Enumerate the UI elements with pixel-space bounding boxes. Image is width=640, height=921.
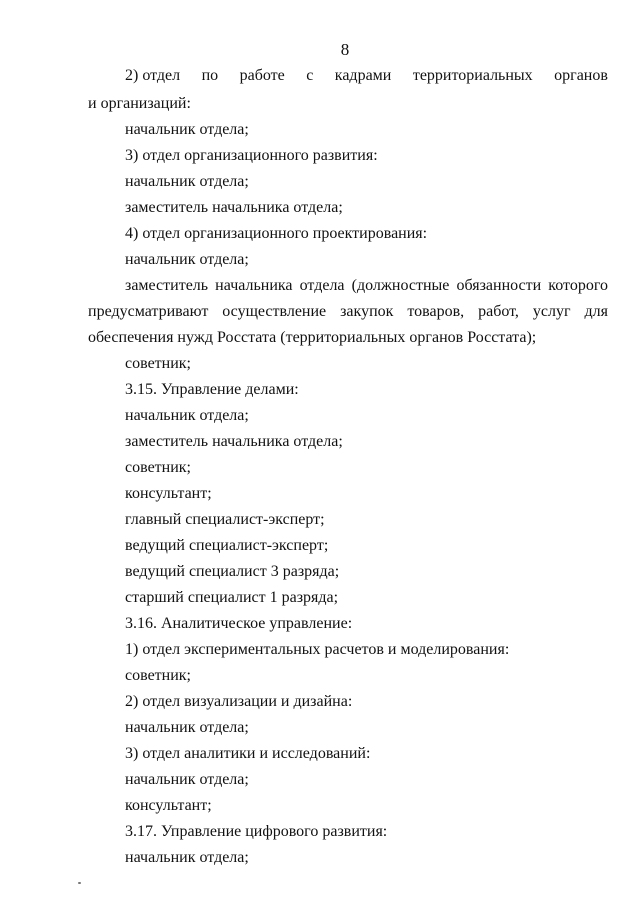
text-line: старший специалист 1 разряда; [125,589,339,606]
text-line: 2) отдел визуализации и дизайна: [125,693,353,710]
word: по [201,67,219,84]
word: (должностные [351,277,450,294]
section-heading: 3.15. Управление делами: [125,381,299,398]
word: которого [548,277,608,294]
text-line: консультант; [125,485,212,502]
word: заместитель [125,277,209,294]
text-line-justified [125,276,608,296]
text-line: начальник отдела; [125,121,249,138]
text-line: ведущий специалист 3 разряда; [125,563,340,580]
word: отдела [299,277,345,294]
word: с [306,67,314,84]
section-heading: 3.16. Аналитическое управление: [125,615,353,632]
word: территориальных [412,67,533,84]
text-line: начальник отдела; [125,771,249,788]
text-line: начальник отдела; [125,719,249,736]
text-line: начальник отдела; [125,849,249,866]
word: кадрами [334,67,392,84]
word: осуществление [222,303,327,320]
text-line: заместитель начальника отдела; [125,433,343,450]
word: 2) отдел [125,67,181,84]
text-line-justified [125,66,608,86]
word: работ, [478,303,519,320]
word: начальника [215,277,293,294]
text-line: советник; [125,667,191,684]
word: предусматривают [88,303,209,320]
text-line: ведущий специалист-эксперт; [125,537,329,554]
word: услуг [532,303,571,320]
text-line: советник; [125,355,191,372]
word: обязанности [456,277,542,294]
page-number: 8 [340,40,350,59]
text-line: советник; [125,459,191,476]
word: товаров, [407,303,465,320]
scan-artifact [78,882,81,884]
word: закупок [340,303,394,320]
text-line: начальник отдела; [125,173,249,190]
text-line: заместитель начальника отдела; [125,199,343,216]
text-line: консультант; [125,797,212,814]
text-line: и организаций: [88,95,191,112]
text-line: начальник отдела; [125,407,249,424]
word: работе [239,67,285,84]
text-line-justified [88,302,608,322]
text-line: 4) отдел организационного проектирования: [125,225,428,242]
text-line: обеспечения нужд Росстата (территориальных органов Росстата); [88,329,537,346]
text-line: 1) отдел экспериментальных расчетов и моделирования: [125,641,510,658]
text-line: 3) отдел организационного развития: [125,147,378,164]
text-line: начальник отдела; [125,251,249,268]
word: для [584,303,608,320]
text-line: главный специалист-эксперт; [125,511,325,528]
word: органов [554,67,608,84]
section-heading: 3.17. Управление цифрового развития: [125,823,388,840]
text-line: 3) отдел аналитики и исследований: [125,745,371,762]
